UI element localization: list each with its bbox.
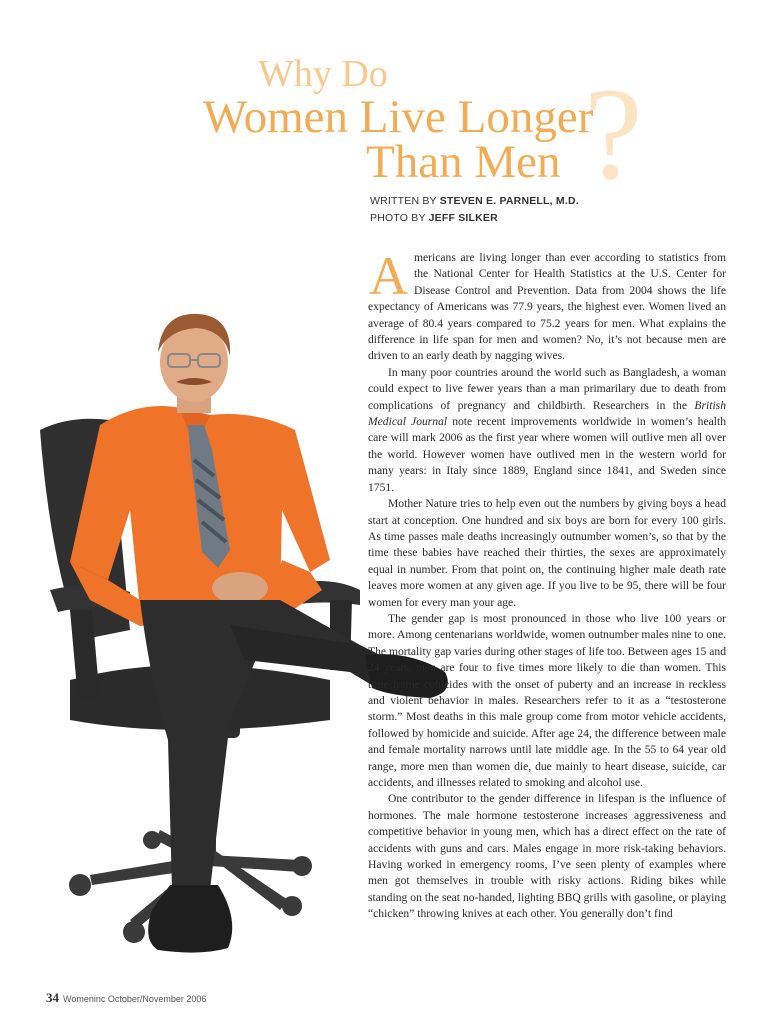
journal-name: British Medical Journal (368, 398, 726, 429)
title-line-2: Women Live Longer (203, 91, 594, 143)
photographer-name: JEFF SILKER (428, 212, 498, 224)
title-line-3: Than Men (366, 136, 561, 188)
title-question-mark: ? (584, 60, 643, 207)
article-body (368, 246, 726, 923)
byline (370, 193, 579, 227)
byline-photo: PHOTO BY JEFF SILKER (370, 212, 498, 224)
drop-cap: A (369, 246, 408, 306)
byline-written: WRITTEN BY STEVEN E. PARNELL, M.D. (370, 195, 579, 207)
publication-info: Womeninc October/November 2006 (63, 994, 207, 1004)
page-number: 34 (46, 990, 59, 1005)
paragraph-2: In many poor countries around the world such as Bangladesh, a woman could expect to live fewer years than a man primarilary due to death from complications of pregnancy and childbirth. Researchers in the British Medical Journal note recent improvements worldwide in women’s health care will mark 2006 as the first year where women will outlive men all over the world. However women have outlived men in the western world for many years: in Italy since 1889, England since 1841, and Sweden since 1751. (368, 365, 726, 494)
paragraph-3: Mother Nature tries to help even out the numbers by giving boys a head start at conception. One hundred and six boys are born for every 100 girls. As time passes male deaths increasingly outnumber women’s, so that by the time these babies have reached their thirties, the sexes are approximately equal in number. From that point on, the continuing higher male death rate leaves more women at any given age. If you live to be 95, there will be four women for every man your age. (368, 497, 726, 609)
page-footer (46, 990, 206, 1006)
paragraph-4: The gender gap is most pronounced in those who live 100 years or more. Among centenarians worldwide, women outnumber males nine to one. The mortality gap varies during other stages of life too. Between ages 15 and 24 years, men are four to five times more likely to die than women. This time frame coincides with the onset of puberty and an increase in reckless and violent behavior in males. Researchers refer to it as a “testosterone storm.” Most deaths in this male group come from motor vehicle accidents, followed by homicide and suicide. After age 24, the difference between male and female mortality narrows until late middle age. In the 55 to 64 year old range, more men than women die, due mainly to heart disease, suicide, car accidents, and illnesses related to smoking and alcohol use. (368, 611, 726, 789)
hands (212, 572, 268, 604)
paragraph-5: One contributor to the gender difference in lifespan is the influence of hormones. The male hormone testosterone increases aggressiveness and competitive behavior in young men, which has a direct effect on the rate of accidents with guns and cars. Males engage in more risk-taking behaviors. Having worked in emergency rooms, I’ve seen plenty of examples where men got themselves in trouble with risky actions. Riding bikes while standing on the seat no-handed, lighting BBQ grills with gasoline, or playing “chicken” throwing knives at each other. You generally don’t find (368, 792, 726, 921)
author-name: STEVEN E. PARNELL, M.D. (439, 195, 579, 207)
title-line-1: Why Do (258, 53, 388, 95)
paragraph-1: Americans are living longer than ever according to statistics from the National Center for Health Statistics at the U.S. Center for Disease Control and Prevention. Data from 2004 shows the life expectancy of Americans was 77.9 years, the highest ever. Women lived an average of 80.4 years compared to 75.2 years for men. What explains the difference in life span for men and women? No, it’s not because men are driven to an early death by nagging wives. (368, 246, 726, 363)
